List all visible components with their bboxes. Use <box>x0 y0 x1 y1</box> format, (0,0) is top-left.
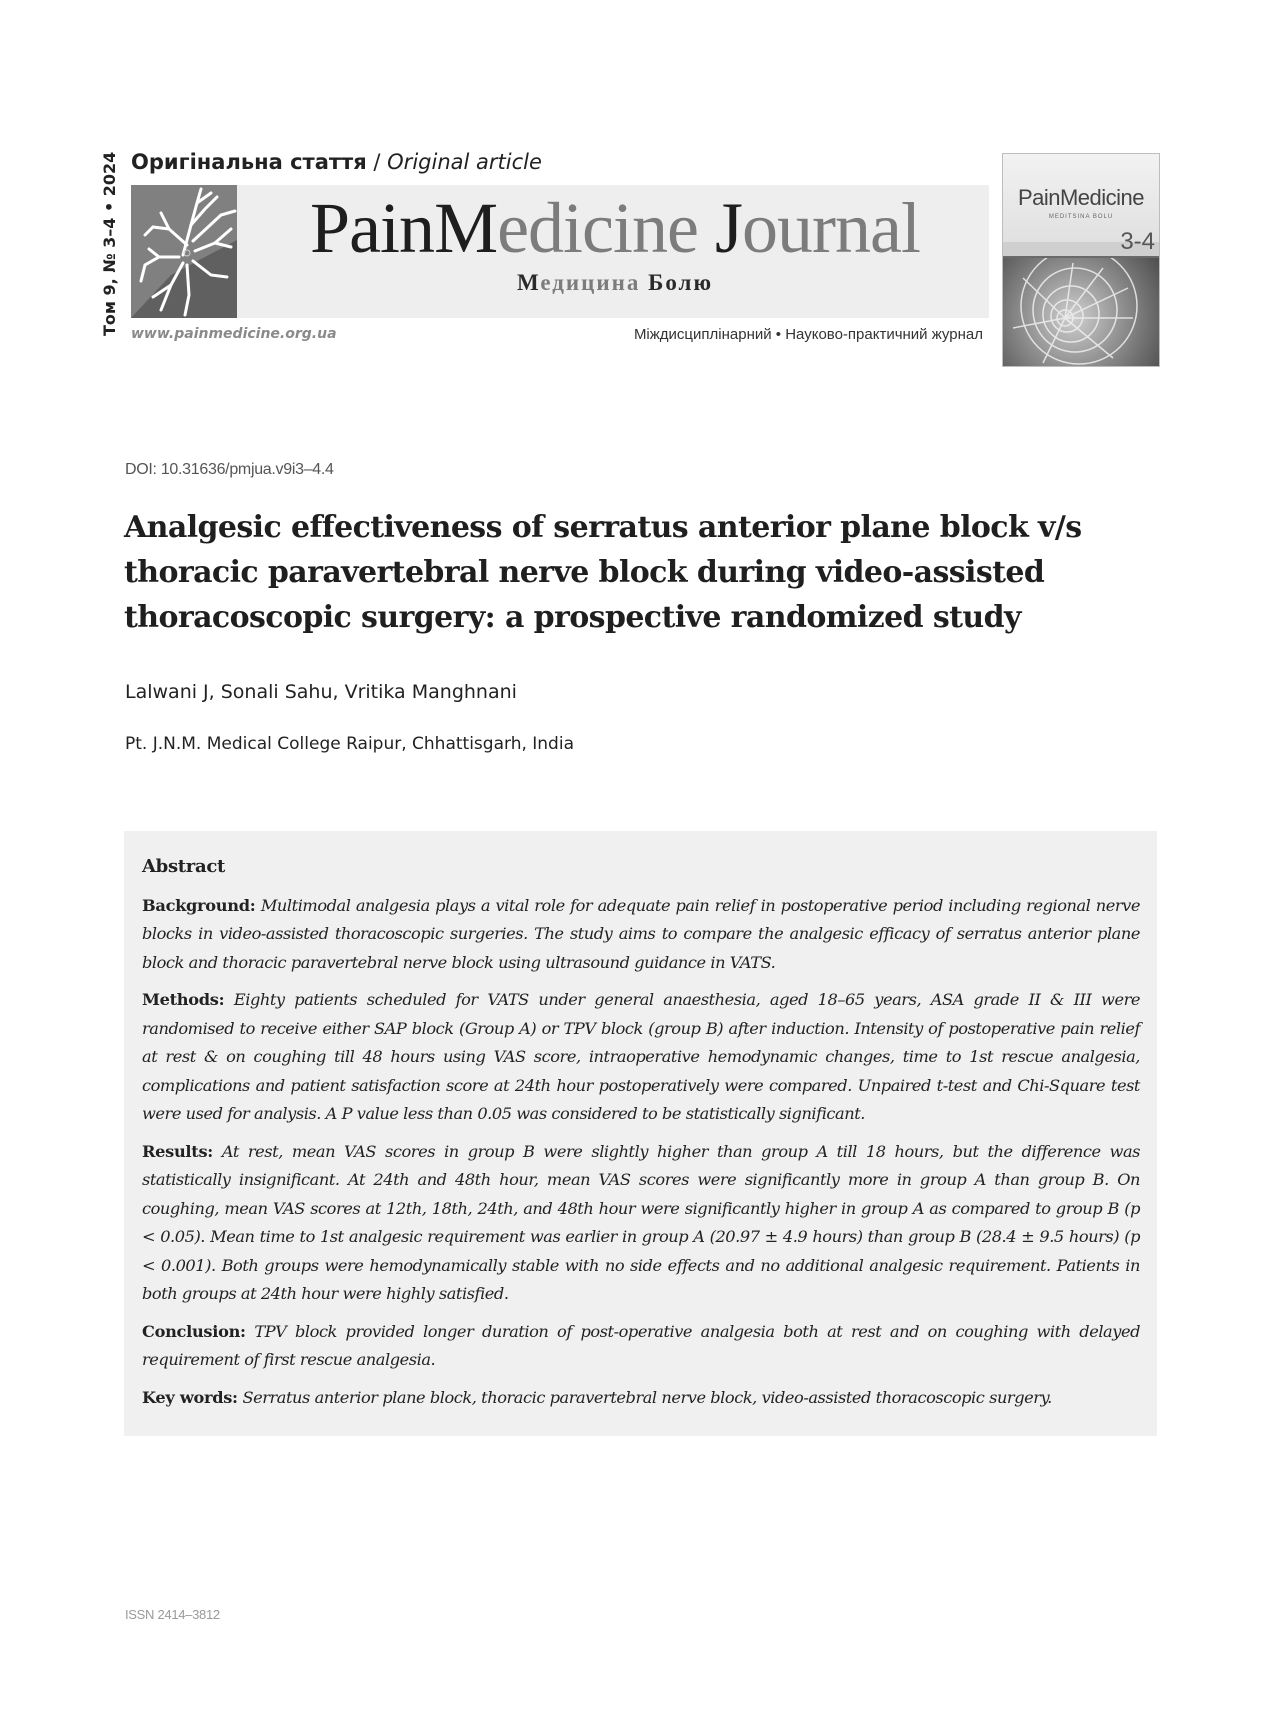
article-type-ua: Оригінальна стаття <box>131 150 367 174</box>
abstract-heading: Abstract <box>142 856 226 877</box>
abstract-methods <box>142 986 1140 1129</box>
section-label: Methods: <box>142 990 225 1009</box>
section-label: Background: <box>142 895 256 915</box>
abstract-keywords <box>142 1384 1140 1413</box>
article-type-separator: / <box>366 150 388 174</box>
paper-title: Analgesic effectiveness of serratus anterior plane block v/s thoracic paravertebral nerve block during video-assisted thoracoscopic surgery: a prospective randomized study <box>124 510 1082 635</box>
abstract-conclusion <box>142 1318 1140 1375</box>
journal-subtitle: Медицина Болю <box>516 270 714 295</box>
section-text: Eighty patients scheduled for VATS under general anaesthesia, aged 18–65 years, ASA grade II & III were randomised to receive either SAP block (Group A) or TPV block (group B) after induction. Intensity of postoperative pain relief at rest & on coughing till 48 hours using VAS score, intraoperative hemodynamic changes, time to 1st rescue analgesia, complications and patient satisfaction score at 24th hour postoperatively were compared. Unpaired t-test and Chi-Square test were used for analysis. A P value less than 0.05 was considered to be statistically significant. <box>142 990 1140 1123</box>
section-text: Multimodal analgesia plays a vital role for adequate pain relief in postoperative period including regional nerve blocks in video-assisted thoracoscopic surgeries. The study aims to compare the analgesic efficacy of serratus anterior plane block and thoracic paravertebral nerve block using ultrasound guidance in VATS. <box>142 895 1141 972</box>
cover-issue: 3-4 <box>1120 228 1155 255</box>
abstract-box <box>124 831 1157 1436</box>
nautilus-shell-icon <box>1003 258 1159 366</box>
website-link[interactable]: www.painmedicine.org.ua <box>131 326 337 342</box>
abstract-background <box>142 892 1140 978</box>
section-label: Key words: <box>142 1387 238 1407</box>
article-type-en: Original article <box>387 150 542 174</box>
section-label: Conclusion: <box>142 1321 246 1341</box>
section-label: Results: <box>142 1141 213 1161</box>
affiliation: Pt. J.N.M. Medical College Raipur, Chhattisgarh, India <box>125 734 574 754</box>
journal-tagline: Міждисциплінарний • Науково-практичний журнал <box>633 326 983 343</box>
article-type <box>131 150 542 174</box>
authors: Lalwani J, Sonali Sahu, Vritika Manghnani <box>125 681 517 703</box>
journal-cover <box>1002 153 1160 367</box>
issn: ISSN 2414–3812 <box>125 1607 220 1622</box>
section-text: At rest, mean VAS scores in group B were slightly higher than group A till 18 hours, but the difference was statistically insignificant. At 24th and 48th hour, mean VAS scores were significantly more in group A than group B. On coughing, mean VAS scores at 12th, 18th, 24th, and 48th hour were significantly higher in group A as compared to group B (p < 0.05). Mean time to 1st analgesic requirement was earlier in group A (20.97 ± 4.9 hours) than group B (28.4 ± 9.5 hours) (p < 0.001). Both groups were hemodynamically stable with no side effects and no additional analgesic requirement. Patients in both groups at 24th hour were highly satisfied. <box>142 1141 1141 1303</box>
abstract-results <box>142 1138 1140 1309</box>
cover-title: PainMedicine <box>1017 185 1145 210</box>
section-text: TPV block provided longer duration of post-operative analgesia both at rest and on coughing with delayed requirement of first rescue analgesia. <box>142 1321 1140 1369</box>
section-text: Serratus anterior plane block, thoracic paravertebral nerve block, video-assisted thoracoscopic surgery. <box>242 1387 1052 1407</box>
neuron-icon <box>131 185 237 318</box>
journal-title: PainMedicine Journal <box>310 188 920 268</box>
doi: DOI: 10.31636/pmjua.v9i3–4.4 <box>125 461 334 478</box>
cover-subtitle: MEDITSINA BOLU <box>1048 214 1114 220</box>
volume-info: Том 9, № 3–4 • 2024 <box>100 151 119 336</box>
